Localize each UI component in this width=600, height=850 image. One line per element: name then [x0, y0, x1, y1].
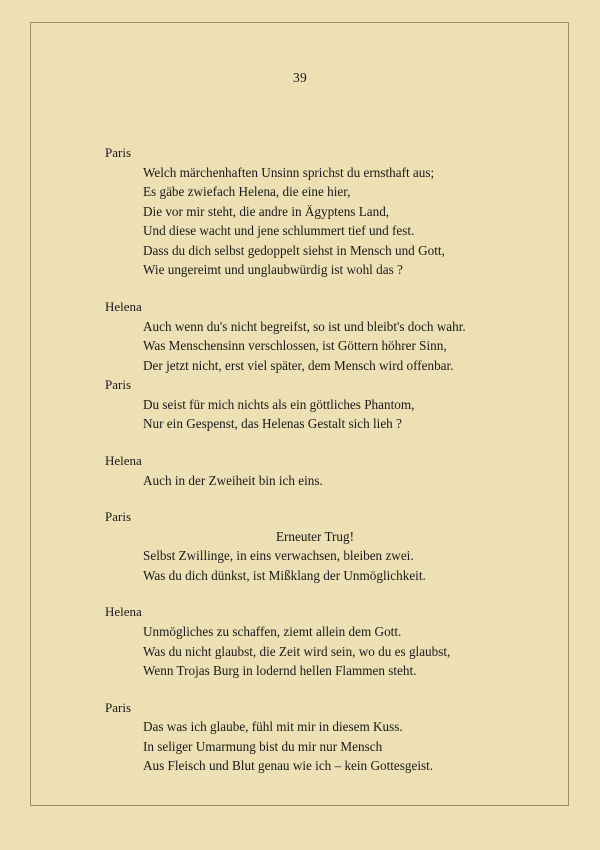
verse-line: Selbst Zwillinge, in eins verwachsen, bleiben zwei. [143, 548, 414, 564]
block-spacer [105, 585, 525, 602]
speaker-name: Paris [105, 377, 131, 393]
block-spacer [105, 490, 525, 507]
verse-line: Du seist für mich nichts als ein göttliches Phantom, [143, 396, 415, 412]
speaker-name: Helena [105, 299, 142, 315]
dialogue-block [105, 698, 525, 776]
verse-line: Erneuter Trug! [275, 528, 355, 544]
verse-line: Wie ungereimt und unglaubwürdig ist wohl das ? [143, 262, 403, 278]
verse-line: Es gäbe zwiefach Helena, die eine hier, [143, 184, 351, 200]
speaker-name: Paris [105, 699, 131, 715]
verse-line: Was du dich dünkst, ist Mißklang der Unmöglichkeit. [143, 567, 426, 583]
verse-line: Das was ich glaube, fühl mit mir in diesem Kuss. [143, 719, 403, 735]
verse-line: Dass du dich selbst gedoppelt siehst in Mensch und Gott, [143, 242, 445, 258]
verse-line: Der jetzt nicht, erst viel später, dem Mensch wird offenbar. [143, 357, 454, 373]
verse-line: In seliger Umarmung bist du mir nur Mensch [143, 738, 383, 754]
speaker-name: Helena [105, 453, 142, 469]
verse-line: Und diese wacht und jene schlummert tief und fest. [143, 223, 415, 239]
verse-line: Die vor mir steht, die andre in Ägyptens Land, [143, 203, 390, 219]
dialogue-block [105, 507, 525, 585]
dialogue-block [105, 375, 525, 434]
dialogue-block [105, 602, 525, 680]
dialogue-block [105, 451, 525, 490]
verse-line: Wenn Trojas Burg in lodernd hellen Flammen steht. [143, 663, 417, 679]
page-number: 39 [293, 70, 307, 85]
block-spacer [105, 126, 525, 143]
verse-line: Welch märchenhaften Unsinn sprichst du ernsthaft aus; [143, 164, 435, 180]
speaker-name: Paris [105, 145, 131, 160]
block-spacer [105, 434, 525, 451]
verse-line: Nur ein Gespenst, das Helenas Gestalt sich lieh ? [143, 416, 402, 432]
play-text-body [105, 126, 525, 776]
verse-line: Auch in der Zweiheit bin ich eins. [143, 472, 323, 488]
verse-line: Was Menschensinn verschlossen, ist Göttern höhrer Sinn, [143, 338, 447, 354]
verse-line: Aus Fleisch und Blut genau wie ich – kein Gottesgeist. [143, 758, 434, 774]
verse-line: Unmögliches zu schaffen, ziemt allein dem Gott. [143, 623, 402, 639]
verse-line: Was du nicht glaubst, die Zeit wird sein, wo du es glaubst, [143, 643, 451, 659]
speaker-name: Helena [105, 604, 142, 620]
dialogue-block [105, 297, 525, 375]
block-spacer [105, 280, 525, 297]
block-spacer [105, 681, 525, 698]
speaker-name: Paris [105, 509, 131, 525]
verse-line: Auch wenn du's nicht begreifst, so ist und bleibt's doch wahr. [143, 318, 466, 334]
dialogue-block [105, 143, 525, 280]
